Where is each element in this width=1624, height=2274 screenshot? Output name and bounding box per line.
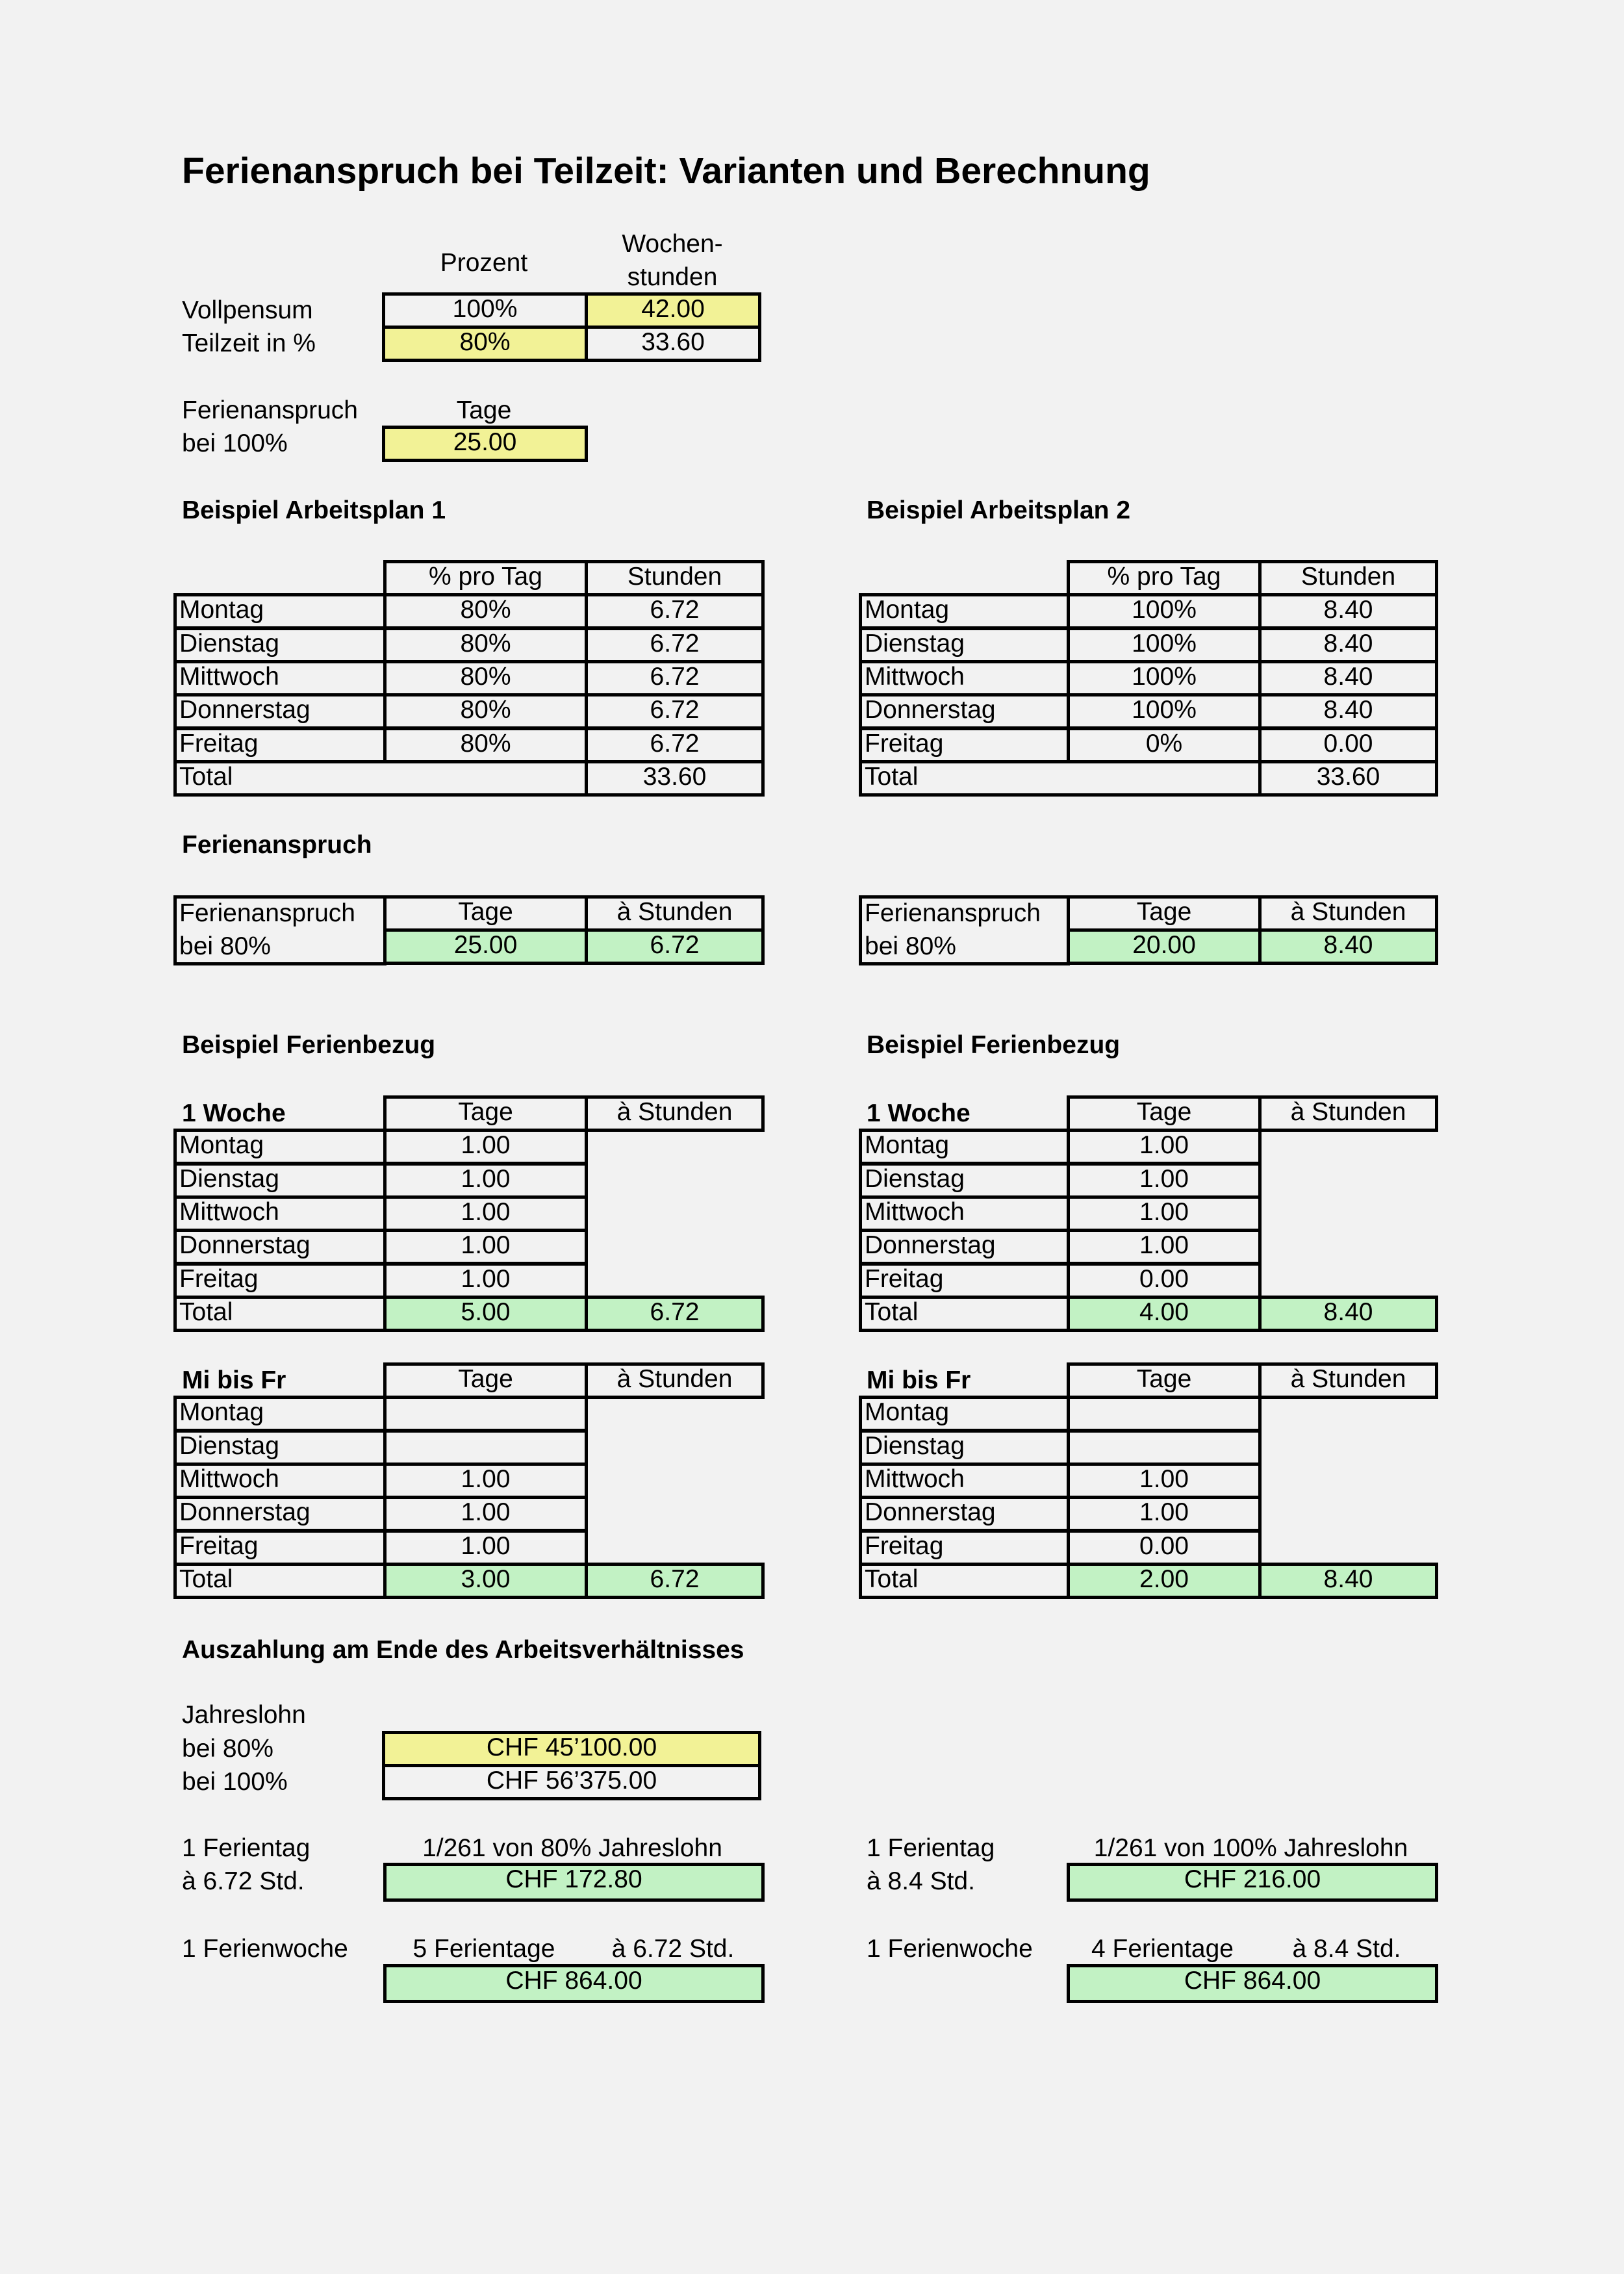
plan1-total-label: Total <box>173 760 588 797</box>
plan1-mibisfr-day-label: Dienstag <box>173 1429 387 1466</box>
plan1-woche-day-label: Donnerstag <box>173 1229 387 1265</box>
plan2-ferienwoche-value: CHF 864.00 <box>1067 1964 1438 2003</box>
plan2-anspruch-stunden-result: 8.40 <box>1258 928 1438 965</box>
plan1-ferientag-label-1: 1 Ferientag <box>182 1834 311 1862</box>
plan2-day-label: Mittwoch <box>859 660 1070 696</box>
jahreslohn-label: Jahreslohn <box>182 1701 306 1729</box>
plan1-ferientag-label-2: à 6.72 Std. <box>182 1867 305 1895</box>
plan2-woche-day-label: Freitag <box>859 1262 1070 1299</box>
plan1-mibisfr-total-stunden: 6.72 <box>585 1563 765 1599</box>
plan2-mibisfr-day-label: Donnerstag <box>859 1496 1070 1532</box>
ferien-label-2: bei 100% <box>182 429 288 457</box>
plan1-woche-day-label: Mittwoch <box>173 1195 387 1232</box>
plan1-mibisfr-day-tage[interactable]: 1.00 <box>383 1529 588 1566</box>
plan2-woche-day-label: Mittwoch <box>859 1195 1070 1232</box>
plan2-day-label: Donnerstag <box>859 693 1070 730</box>
plan1-anspruch-tage-result: 25.00 <box>383 928 588 965</box>
plan1-woche-total-stunden: 6.72 <box>585 1296 765 1332</box>
plan2-mibisfr-day-label: Freitag <box>859 1529 1070 1566</box>
plan1-mibisfr-day-tage[interactable]: 1.00 <box>383 1463 588 1499</box>
plan2-anspruch-tage-result: 20.00 <box>1067 928 1262 965</box>
plan2-day-label: Freitag <box>859 727 1070 763</box>
plan2-day-pct[interactable]: 100% <box>1067 593 1262 630</box>
plan1-anspruch-stunden-result: 6.72 <box>585 928 765 965</box>
plan2-woche-day-tage[interactable]: 1.00 <box>1067 1229 1262 1265</box>
teilzeit-wochenstunden-cell: 33.60 <box>585 326 761 362</box>
col-header-prozent: Prozent <box>440 249 528 277</box>
plan2-day-pct[interactable]: 100% <box>1067 627 1262 663</box>
plan1-day-label: Donnerstag <box>173 693 387 730</box>
jahreslohn-80-input[interactable]: CHF 45’100.00 <box>382 1731 761 1767</box>
plan1-ferienwoche-days: 5 Ferientage <box>412 1935 555 1963</box>
plan2-day-hours: 0.00 <box>1258 727 1438 763</box>
plan1-mibisfr-total-label: Total <box>173 1563 387 1599</box>
ferien-tage-100-input[interactable]: 25.00 <box>382 426 588 462</box>
plan2-day-label: Montag <box>859 593 1070 630</box>
plan1-ferientag-value: CHF 172.80 <box>383 1863 765 1902</box>
plan1-day-pct[interactable]: 80% <box>383 727 588 763</box>
plan1-woche-day-tage[interactable]: 1.00 <box>383 1162 588 1199</box>
plan1-woche-day-label: Freitag <box>173 1262 387 1299</box>
plan2-woche-day-tage[interactable]: 0.00 <box>1067 1262 1262 1299</box>
plan1-anspruch-label-2: bei 80% <box>179 932 271 960</box>
plan1-mibisfr-day-label: Montag <box>173 1396 387 1432</box>
plan1-woche-day-tage[interactable]: 1.00 <box>383 1195 588 1232</box>
plan1-woche-day-tage[interactable]: 1.00 <box>383 1229 588 1265</box>
plan1-day-hours: 6.72 <box>585 693 765 730</box>
teilzeit-prozent-input[interactable]: 80% <box>382 326 588 362</box>
plan1-mibisfr-day-label: Mittwoch <box>173 1463 387 1499</box>
ferien-label-1: Ferienanspruch <box>182 396 358 424</box>
plan2-mibisfr-day-tage[interactable]: 0.00 <box>1067 1529 1262 1566</box>
row-label-teilzeit: Teilzeit in % <box>182 329 316 357</box>
plan2-woche-day-label: Dienstag <box>859 1162 1070 1199</box>
plan2-woche-title: 1 Woche <box>867 1099 971 1127</box>
plan1-mibisfr-day-tage[interactable] <box>383 1396 588 1432</box>
row-label-vollpensum: Vollpensum <box>182 296 313 324</box>
ferien-col-tage: Tage <box>456 396 512 424</box>
plan2-day-pct[interactable]: 100% <box>1067 660 1262 696</box>
plan1-woche-title: 1 Woche <box>182 1099 286 1127</box>
plan2-day-hours: 8.40 <box>1258 593 1438 630</box>
plan2-ferientag-label-1: 1 Ferientag <box>867 1834 995 1862</box>
plan2-mibisfr-title: Mi bis Fr <box>867 1366 971 1394</box>
plan1-day-label: Mittwoch <box>173 660 387 696</box>
plan1-mibisfr-col-stunden: à Stunden <box>585 1362 765 1399</box>
plan1-day-pct[interactable]: 80% <box>383 593 588 630</box>
plan2-woche-total-stunden: 8.40 <box>1258 1296 1438 1332</box>
plan2-mibisfr-day-label: Dienstag <box>859 1429 1070 1466</box>
plan2-bezug-heading: Beispiel Ferienbezug <box>867 1031 1121 1059</box>
plan1-day-label: Montag <box>173 593 387 630</box>
plan1-total-hours: 33.60 <box>585 760 765 797</box>
plan2-woche-day-tage[interactable]: 1.00 <box>1067 1195 1262 1232</box>
plan2-day-hours: 8.40 <box>1258 627 1438 663</box>
plan1-woche-col-tage: Tage <box>383 1095 588 1132</box>
plan1-mibisfr-day-tage[interactable] <box>383 1429 588 1466</box>
plan2-ferienwoche-days: 4 Ferientage <box>1091 1935 1234 1963</box>
plan2-day-pct[interactable]: 0% <box>1067 727 1262 763</box>
plan1-anspruch-col-tage: Tage <box>383 895 588 932</box>
plan1-day-label: Dienstag <box>173 627 387 663</box>
plan1-ferientag-formula: 1/261 von 80% Jahreslohn <box>422 1834 722 1862</box>
plan1-woche-day-tage[interactable]: 1.00 <box>383 1129 588 1165</box>
jahreslohn-100-label: bei 100% <box>182 1768 288 1796</box>
ferienanspruch-heading: Ferienanspruch <box>182 831 372 859</box>
plan2-day-label: Dienstag <box>859 627 1070 663</box>
plan2-mibisfr-day-tage[interactable] <box>1067 1396 1262 1432</box>
plan2-woche-total-label: Total <box>859 1296 1070 1332</box>
auszahlung-heading: Auszahlung am Ende des Arbeitsverhältnisses <box>182 1636 744 1664</box>
vollpensum-wochenstunden-input[interactable]: 42.00 <box>585 292 761 329</box>
plan1-mibisfr-total-tage: 3.00 <box>383 1563 588 1599</box>
plan1-ferienwoche-label: 1 Ferienwoche <box>182 1935 348 1963</box>
plan2-mibisfr-day-label: Montag <box>859 1396 1070 1432</box>
plan1-mibisfr-col-tage: Tage <box>383 1362 588 1399</box>
plan2-mibisfr-total-stunden: 8.40 <box>1258 1563 1438 1599</box>
plan2-col-pct-header: % pro Tag <box>1067 560 1262 596</box>
plan1-anspruch-col-stunden: à Stunden <box>585 895 765 932</box>
plan1-woche-total-label: Total <box>173 1296 387 1332</box>
plan1-woche-day-label: Montag <box>173 1129 387 1165</box>
plan2-day-hours: 8.40 <box>1258 693 1438 730</box>
jahreslohn-100-cell: CHF 56’375.00 <box>382 1764 761 1800</box>
plan2-anspruch-col-tage: Tage <box>1067 895 1262 932</box>
plan1-woche-col-stunden: à Stunden <box>585 1095 765 1132</box>
plan1-bezug-heading: Beispiel Ferienbezug <box>182 1031 436 1059</box>
plan2-day-pct[interactable]: 100% <box>1067 693 1262 730</box>
col-header-wochenstunden-1: Wochen- <box>622 230 723 258</box>
plan1-woche-total-tage: 5.00 <box>383 1296 588 1332</box>
vollpensum-prozent-cell: 100% <box>382 292 588 329</box>
plan2-woche-col-tage: Tage <box>1067 1095 1262 1132</box>
jahreslohn-80-label: bei 80% <box>182 1735 273 1763</box>
plan1-mibisfr-day-label: Donnerstag <box>173 1496 387 1532</box>
plan1-day-hours: 6.72 <box>585 660 765 696</box>
plan1-ferienwoche-hours: à 6.72 Std. <box>611 1935 735 1963</box>
plan1-day-label: Freitag <box>173 727 387 763</box>
plan2-ferientag-value: CHF 216.00 <box>1067 1863 1438 1902</box>
plan2-woche-total-tage: 4.00 <box>1067 1296 1262 1332</box>
page-title: Ferienanspruch bei Teilzeit: Varianten und Berechnung <box>182 150 1150 192</box>
plan2-mibisfr-col-stunden: à Stunden <box>1258 1362 1438 1399</box>
plan2-mibisfr-total-label: Total <box>859 1563 1070 1599</box>
plan1-mibisfr-day-label: Freitag <box>173 1529 387 1566</box>
plan2-col-hours-header: Stunden <box>1258 560 1438 596</box>
plan2-woche-col-stunden: à Stunden <box>1258 1095 1438 1132</box>
plan1-col-pct-header: % pro Tag <box>383 560 588 596</box>
plan2-mibisfr-day-tage[interactable]: 1.00 <box>1067 1496 1262 1532</box>
plan2-mibisfr-col-tage: Tage <box>1067 1362 1262 1399</box>
plan2-total-label: Total <box>859 760 1262 797</box>
plan2-woche-day-tage[interactable]: 1.00 <box>1067 1129 1262 1165</box>
col-header-wochenstunden-2: stunden <box>627 263 718 291</box>
plan1-ferienwoche-value: CHF 864.00 <box>383 1964 765 2003</box>
plan2-mibisfr-total-tage: 2.00 <box>1067 1563 1262 1599</box>
plan1-heading: Beispiel Arbeitsplan 1 <box>182 496 446 524</box>
plan2-woche-day-label: Donnerstag <box>859 1229 1070 1265</box>
plan1-mibisfr-title: Mi bis Fr <box>182 1366 286 1394</box>
plan1-day-pct[interactable]: 80% <box>383 627 588 663</box>
plan2-ferienwoche-label: 1 Ferienwoche <box>867 1935 1033 1963</box>
plan1-day-hours: 6.72 <box>585 593 765 630</box>
plan1-woche-day-tage[interactable]: 1.00 <box>383 1262 588 1299</box>
plan2-heading: Beispiel Arbeitsplan 2 <box>867 496 1131 524</box>
plan1-day-pct[interactable]: 80% <box>383 660 588 696</box>
plan1-anspruch-label-1: Ferienanspruch <box>179 899 355 927</box>
plan2-mibisfr-day-tage[interactable] <box>1067 1429 1262 1466</box>
plan1-mibisfr-day-tage[interactable]: 1.00 <box>383 1496 588 1532</box>
plan1-day-hours: 6.72 <box>585 727 765 763</box>
plan1-col-hours-header: Stunden <box>585 560 765 596</box>
plan1-woche-day-label: Dienstag <box>173 1162 387 1199</box>
plan2-mibisfr-day-label: Mittwoch <box>859 1463 1070 1499</box>
plan1-day-hours: 6.72 <box>585 627 765 663</box>
plan2-total-hours: 33.60 <box>1258 760 1438 797</box>
plan2-anspruch-label-1: Ferienanspruch <box>865 899 1041 927</box>
plan2-ferientag-label-2: à 8.4 Std. <box>867 1867 975 1895</box>
plan2-anspruch-label-2: bei 80% <box>865 932 956 960</box>
plan2-woche-day-tage[interactable]: 1.00 <box>1067 1162 1262 1199</box>
plan2-anspruch-col-stunden: à Stunden <box>1258 895 1438 932</box>
plan2-mibisfr-day-tage[interactable]: 1.00 <box>1067 1463 1262 1499</box>
plan2-day-hours: 8.40 <box>1258 660 1438 696</box>
plan2-ferienwoche-hours: à 8.4 Std. <box>1292 1935 1401 1963</box>
plan2-ferientag-formula: 1/261 von 100% Jahreslohn <box>1093 1834 1408 1862</box>
plan1-day-pct[interactable]: 80% <box>383 693 588 730</box>
plan2-woche-day-label: Montag <box>859 1129 1070 1165</box>
